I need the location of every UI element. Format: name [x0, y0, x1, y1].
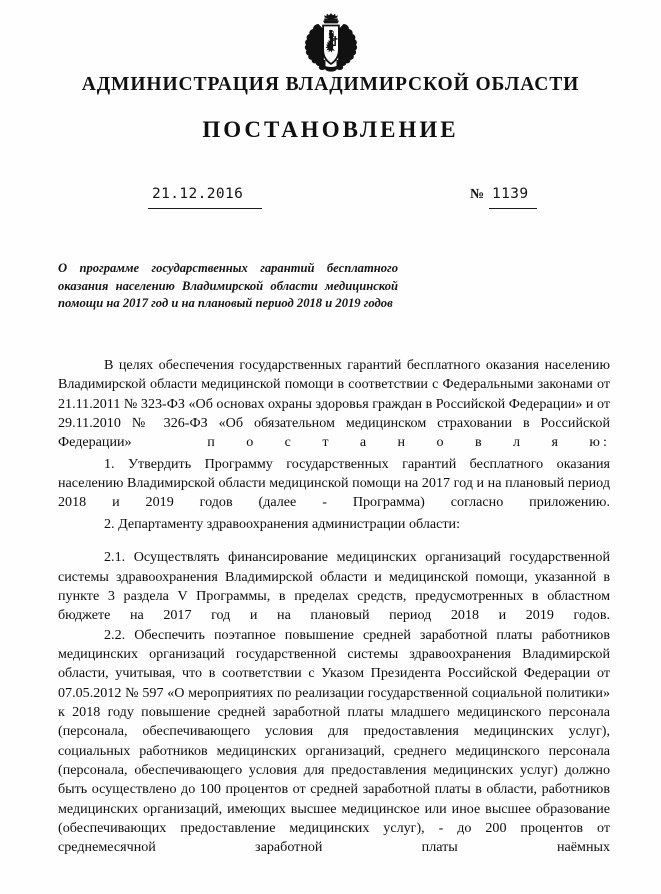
paragraph-item-2-1: 2.1. Осуществлять финансирование медицинских организаций государственной системы здравоохранения Владимирской области и медицинской помощи, указанной в пункте 3 раздела V Программы, в пределах средств, предусмотренных в областном бюджете на 2017 год и на плановый период 2018 и 2019 годов. — [58, 549, 610, 624]
preamble-text: В целях обеспечения государственных гарантий бесплатного оказания населению Владимирской области медицинской помощи в соответствии с Федеральными законами от 21.11.2011 № 323-ФЗ «Об основах охраны здоровья граждан в Российской Федерации» и от 29.11.2010 № 326-ФЗ «Об обязательном медицинском страховании в Российской Федерации» — [58, 357, 610, 451]
document-date-underline — [148, 208, 262, 209]
document-meta-row — [0, 186, 661, 214]
document-subject: О программе государственных гарантий бесплатного оказания населению Владимирской области медицинской помощи на 2017 год и на плановый период 2018 и 2019 годов — [58, 261, 398, 311]
vladimir-oblast-coat-of-arms-icon — [298, 12, 364, 74]
paragraph-preamble — [58, 356, 610, 453]
preamble-verb: п о с т а н о в л я ю: — [207, 434, 610, 451]
document-number-underline — [489, 208, 537, 209]
document-number-label: № — [470, 187, 485, 202]
document-body — [58, 356, 610, 858]
organization-title: АДМИНИСТРАЦИЯ ВЛАДИМИРСКОЙ ОБЛАСТИ — [81, 74, 580, 95]
paragraph-item-2-2: 2.2. Обеспечить поэтапное повышение средней заработной платы работников медицинских организаций государственной системы здравоохранения Владимирской области, учитывая, что в соответствии с Указом Президента Российской Федерации от 07.05.2012 № 597 «О мероприятиях по реализации государственной социальной политики» к 2018 году повышение средней заработной платы младшего медицинского персонала (персонала, обеспечивающего условия для предоставления медицинских услуг), социальных работников медицинских организаций, среднего медицинского персонала (персонала, обеспечивающего условия для предоставления медицинских услуг) должно быть осуществлено до 100 процентов от средней заработной платы в области, работников медицинских организаций, имеющих высшее медицинское или иное высшее образование (обеспечивающих предоставление медицинских услуг), - до 200 процентов от среднемесячной заработной платы наёмных — [58, 626, 610, 856]
paragraph-item-2: 2. Департаменту здравоохранения администрации области: — [104, 515, 461, 532]
paragraph-item-1: 1. Утвердить Программу государственных гарантий бесплатного оказания населению Владимирской области медицинской помощи на 2017 год и на плановый период 2018 и 2019 годов (далее - Программа) согласно приложению. — [58, 455, 610, 511]
document-number-value: 1139 — [492, 186, 529, 202]
document-date: 21.12.2016 — [152, 186, 244, 202]
emblem-container — [0, 12, 661, 74]
document-type-heading: ПОСТАНОВЛЕНИЕ — [202, 117, 459, 142]
